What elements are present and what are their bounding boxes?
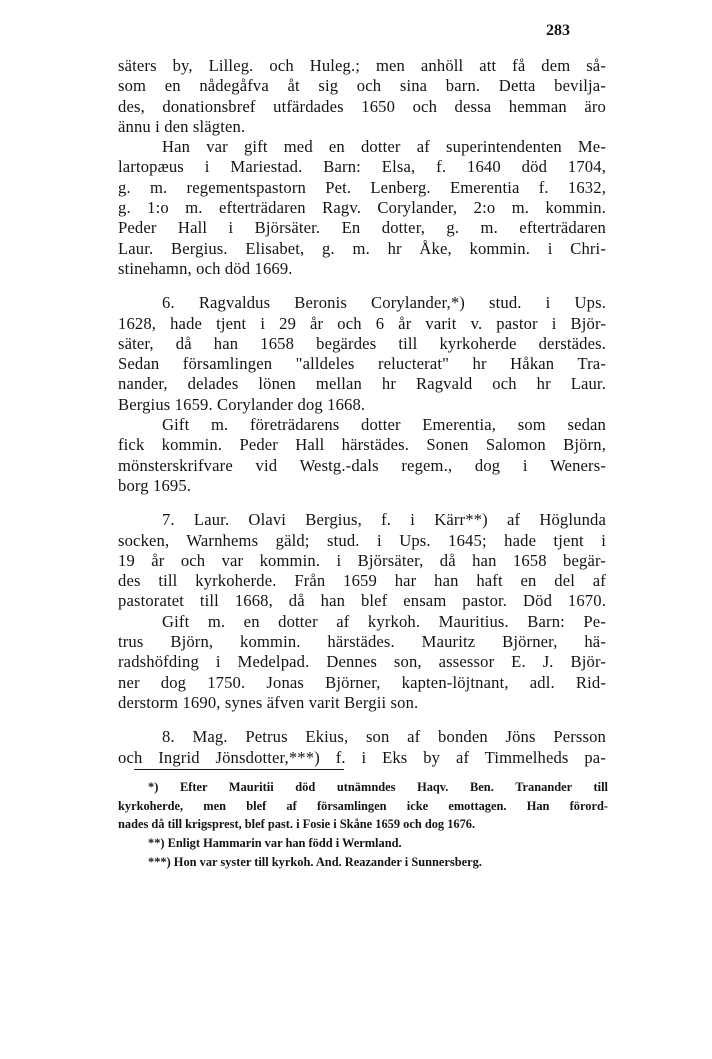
text-line: Gift m. en dotter af kyrkoh. Mauritius. Barn: Pe-: [162, 611, 606, 631]
text-line: 6. Ragvaldus Beronis Corylander,*) stud. i Ups.: [162, 293, 606, 313]
text-line: Gift m. företrädarens dotter Emerentia, som sedan: [162, 415, 606, 435]
text-line: säters by, Lilleg. och Huleg.; men anhöll att få dem så-: [118, 56, 606, 75]
text-line: trus Björn, kommin. härstädes. Mauritz Björner, hä-: [118, 632, 606, 652]
text-line: stinehamn, och död 1669.: [118, 258, 293, 278]
text-line: 7. Laur. Olavi Bergius, f. i Kärr**) af Höglunda: [162, 510, 606, 530]
text-line: 19 år och var kommin. i Björsäter, då han 1658 begär-: [118, 550, 606, 570]
text-line: ännu i den slägten.: [118, 116, 246, 136]
footnote-line: kyrkoherde, men blef af församlingen icke emottagen. Han förord-: [118, 798, 608, 813]
footnote-line: ***) Hon var syster till kyrkoh. And. Reazander i Sunnersberg.: [148, 854, 482, 869]
text-line: och Ingrid Jönsdotter,***) f. i Eks by af Timmelheds pa-: [118, 747, 606, 767]
text-line: nander, delades lönen mellan hr Ragvald och hr Laur.: [118, 374, 606, 394]
text-line: borg 1695.: [118, 475, 192, 495]
footnotes: [118, 778, 608, 871]
text-line: Laur. Bergius. Elisabet, g. m. hr Åke, kommin. i Chri-: [118, 238, 606, 258]
footnote-line: **) Enligt Hammarin var han född i Wermland.: [148, 836, 402, 851]
text-line: socken, Warnhems gäld; stud. i Ups. 1645; hade tjent i: [118, 530, 606, 550]
text-line: des till kyrkoherde. Från 1659 har han haft en del af: [118, 571, 606, 591]
text-line: pastoratet till 1668, då han blef ensam pastor. Död 1670.: [118, 591, 606, 611]
text-line: som en nådegåfva åt sig och sina barn. Detta bevilja-: [118, 76, 606, 96]
text-line: ner dog 1750. Jonas Björner, kapten-löjtnant, adl. Rid-: [118, 672, 606, 692]
footnote-rule: [134, 769, 344, 770]
page-number: 283: [546, 22, 570, 39]
footnote-line: nades då till krigsprest, blef past. i Fosie i Skåne 1659 och dog 1676.: [118, 817, 476, 832]
text-line: radshöfding i Medelpad. Dennes son, assessor E. J. Björ-: [118, 652, 606, 672]
footnote-line: *) Efter Mauritii död utnämndes Haqv. Ben. Tranander till: [148, 780, 608, 794]
text-line: g. m. regementspastorn Pet. Lenberg. Emerentia f. 1632,: [118, 177, 606, 197]
text-line: lartopæus i Mariestad. Barn: Elsa, f. 1640 död 1704,: [118, 157, 606, 177]
text-line: fick kommin. Peder Hall härstädes. Sonen Salomon Björn,: [118, 435, 606, 455]
text-line: derstorm 1690, synes äfven varit Bergii son.: [118, 692, 419, 712]
main-text: [118, 56, 606, 768]
text-line: 8. Mag. Petrus Ekius, son af bonden Jöns Persson: [162, 727, 606, 747]
text-line: Bergius 1659. Corylander dog 1668.: [118, 394, 366, 414]
text-line: mönsterskrifvare vid Westg.-dals regem., dog i Weners-: [118, 455, 606, 475]
text-line: g. 1:o m. efterträdaren Ragv. Corylander, 2:o m. kommin.: [118, 198, 606, 218]
text-line: des, donationsbref utfärdades 1650 och dessa hemman äro: [118, 96, 606, 116]
text-line: Han var gift med en dotter af superintendenten Me-: [162, 137, 606, 157]
text-line: Sedan församlingen "alldeles relucterat" hr Håkan Tra-: [118, 354, 606, 374]
text-line: 1628, hade tjent i 29 år och 6 år varit v. pastor i Björ-: [118, 313, 606, 333]
text-line: säter, då han 1658 begärdes till kyrkoherde derstädes.: [118, 333, 606, 353]
text-line: Peder Hall i Björsäter. En dotter, g. m. efterträdaren: [118, 218, 606, 238]
